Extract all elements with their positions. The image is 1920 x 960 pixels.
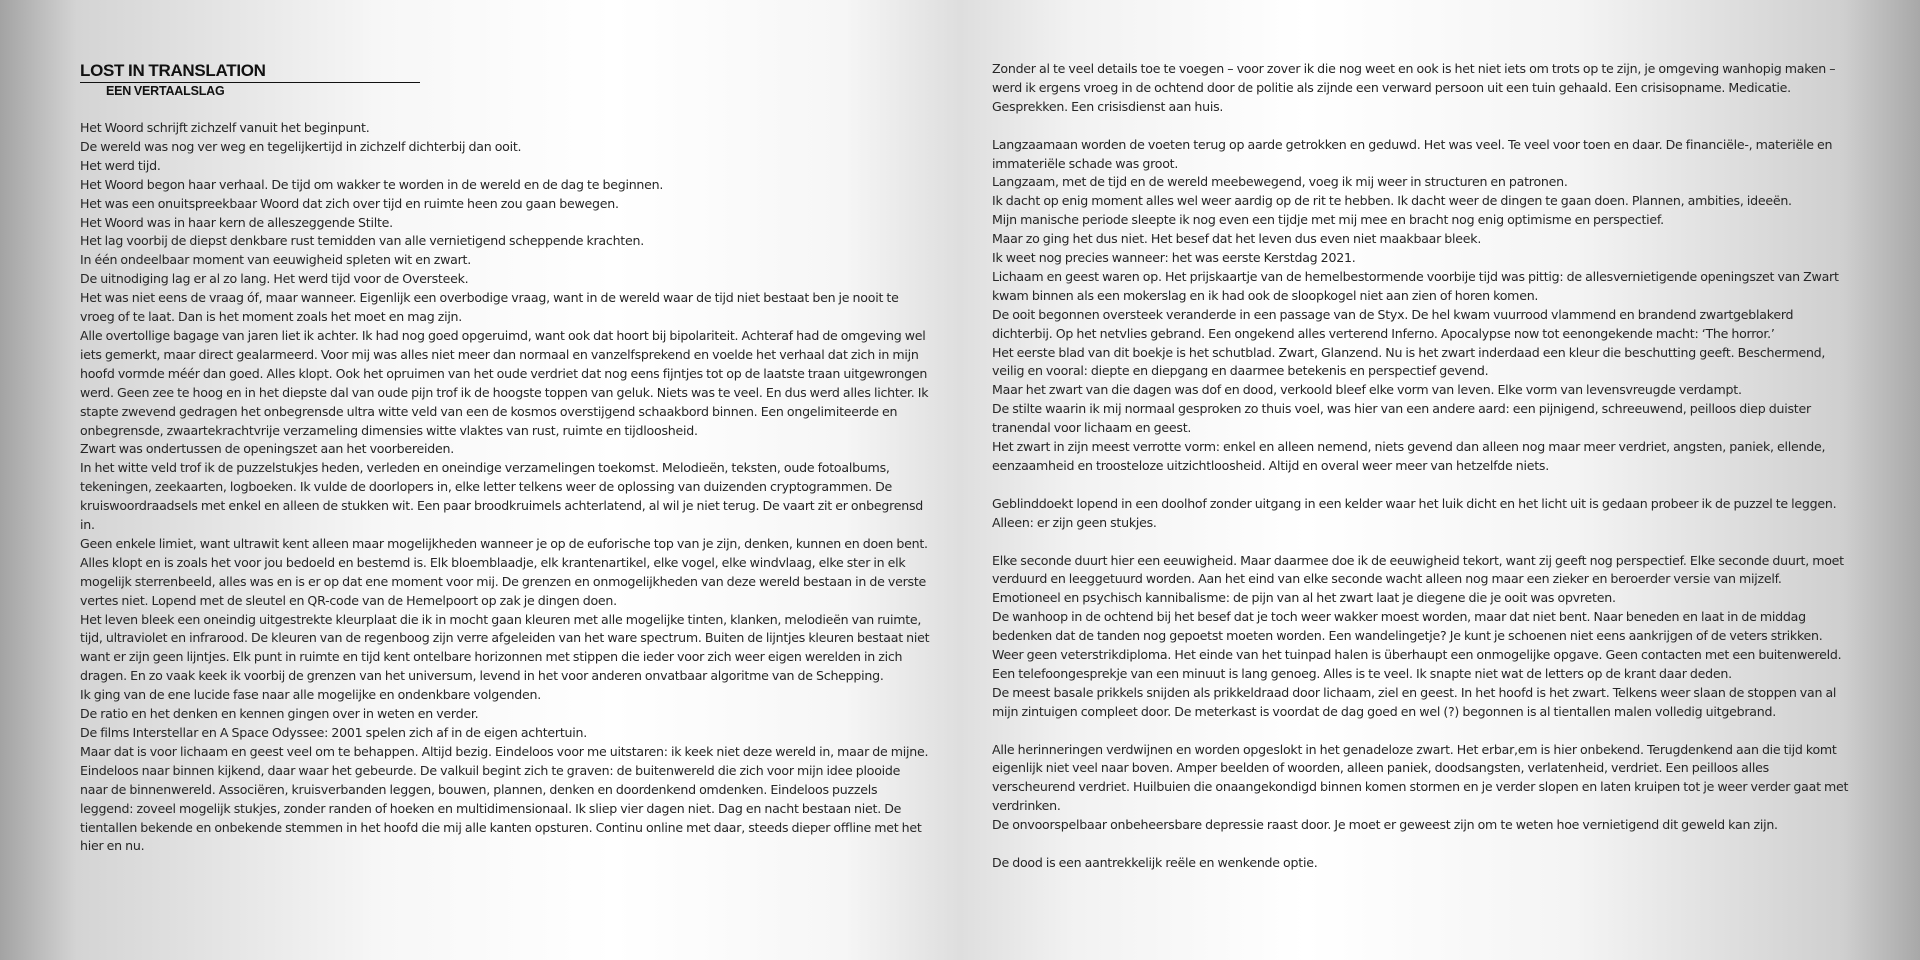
body-paragraph: De uitnodiging lag er al zo lang. Het werd tijd voor de Oversteek.	[80, 271, 469, 287]
left-body-text	[80, 119, 930, 856]
body-paragraph: Het was een onuitspreekbaar Woord dat zich over tijd en ruimte heen zou gaan bewegen.	[80, 195, 619, 211]
body-paragraph: De films Interstellar en A Space Odyssee: 2001 spelen zich af in de eigen achtertuin.	[80, 725, 587, 740]
body-paragraph: De wanhoop in de ochtend bij het besef dat je toch weer wakker moest worden, maar dat niet bent. Naar beneden en laat in de middag bedenken dat de tanden nog gepoetst moeten worden. Een wandelingetje? Je kunt je schoenen niet eens aankrijgen of de veters strikken. Weer geen veterstrikdiploma. Het einde van het tuinpad halen is überhaupt een onmogelijke opgave. Geen contacten met een buitenwereld. Een telefoongesprekje van een minuut is lang genoeg. Alles is te veel. Ik snapte niet wat de letters op de krant daar deden.	[992, 609, 1842, 681]
body-paragraph: Geblinddoekt lopend in een doolhof zonder uitgang in een kelder waar het luik dicht en het licht uit is gedaan probeer ik de puzzel te leggen. Alleen: er zijn geen stukjes.	[992, 495, 1837, 530]
body-paragraph: In het witte veld trof ik de puzzelstukjes heden, verleden en oneindige verzamelingen toekomst. Melodieën, teksten, oude fotoalbums, tekeningen, zeekaarten, logboeken. Ik vulde de doorlopers in, elke letter telkens weer de oplossing van duizenden cryptogrammen. De kruiswoordraadsels met enkel en alleen de stukken wit. Een paar broodkruimels achterlatend, al wil je niet terug. De vaart zit er onbegrensd in.	[80, 460, 924, 533]
body-paragraph: De meest basale prikkels snijden als prikkeldraad door lichaam, ziel en geest. In het hoofd is het zwart. Telkens weer slaan de stoppen van al mijn zintuigen compleet door. De meterkast is voordat de dag goed en wel (?) begonnen is al tientallen malen volledig uitgebrand.	[992, 684, 1837, 719]
page-subtitle: EEN VERTAALSLAG	[106, 84, 225, 98]
body-paragraph: Alle overtollige bagage van jaren liet ik achter. Ik had nog goed opgeruimd, want ook dat hoort bij bipolariteit. Achteraf had de omgeving wel iets gemerkt, maar direct gealarmeerd. Voor mij was alles niet meer dan normaal en vanzelfsprekend en voelde het verhaal dat zich in mijn hoofd vormde méér dan goed. Alles klopt. Ook het opruimen van het oude verdriet dat nog eens fijntjes tot op de laatste traan uitgewrongen werd. Geen zee te hoog en in het diepste dal van oude pijn trof ik de hoogste toppen van geluk. Niets was te veel. En dus werd alles lichter. Ik stapte zwevend gedragen het onbegrensde ultra witte veld van een de kosmos overstijgend schaakbord binnen. Een ongelimiteerde en onbegrensde, zwaartekrachtvrije verzameling dimensies witte vlaktes van rust, ruimte en tijdloosheid.	[80, 327, 929, 438]
body-paragraph: Het Woord schrijft zichzelf vanuit het beginpunt.	[80, 120, 370, 135]
right-body-text	[992, 60, 1852, 873]
right-page	[992, 60, 1852, 873]
body-paragraph: De ooit begonnen oversteek veranderde in een passage van de Styx. De hel kwam vuurrood vlammend en brandend zwartgeblakerd dichterbij. Op het netvlies gebrand. Een ongekend alles verterend Inferno. Apocalypse now tot eenongekende macht: ‘The horror.’	[992, 306, 1794, 341]
body-paragraph: Lichaam en geest waren op. Het prijskaartje van de hemelbestormende voorbije tijd was pittig: de allesvernietigende openingszet van Zwart kwam binnen als een mokerslag en ik had ook de sloopkogel niet aan zien of horen komen.	[992, 268, 1839, 303]
paragraph-gap	[992, 117, 1852, 136]
body-paragraph: De wereld was nog ver weg en tegelijkertijd in zichzelf dichterbij dan ooit.	[80, 138, 522, 154]
body-paragraph: Het werd tijd.	[80, 157, 161, 173]
body-paragraph: Elke seconde duurt hier een eeuwigheid. Maar daarmee doe ik de eeuwigheid tekort, want zij geeft nog perspectief. Elke seconde duurt, moet verduurd en leeggetuurd worden. Aan het eind van elke seconde wacht alleen nog maar een zieker en beroerder versie van mijzelf. Emotioneel en psychisch kannibalisme: de pijn van al het zwart laat je diegene die je ooit was opvreten.	[992, 552, 1844, 606]
body-paragraph: Maar het zwart van die dagen was dof en dood, verkoold bleef elke vorm van leven. Elke vorm van levensvreugde verdampt.	[992, 382, 1742, 398]
body-paragraph: Maar dat is voor lichaam en geest veel om te behappen. Altijd bezig. Eindeloos voor me uitstaren: ik keek niet deze wereld in, maar de mijne. Eindeloos naar binnen kijkend, daar waar het gebeurde. De valkuil begint zich te graven: de buitenwereld die zich voor mijn idee plooide naar de binnenwereld. Associëren, kruisverbanden leggen, bouwen, plannen, denken en doordenkend omdenken. Eindeloos puzzels leggend: zoveel mogelijk stukjes, zonder randen of hoeken en multidimensionaal. Ik sliep vier dagen niet. Dag en nacht bestaan niet. De tientallen bekende en onbekende stemmen in het hoofd die mij alle kanten opsturen. Continu online met daar, steeds dieper offline met het hier en nu.	[80, 743, 929, 854]
body-paragraph: Ik ging van de ene lucide fase naar alle mogelijke en ondenkbare volgenden.	[80, 687, 542, 703]
paragraph-gap	[992, 533, 1852, 552]
left-page	[80, 60, 930, 856]
body-paragraph: Het Woord was in haar kern de alleszeggende Stilte.	[80, 214, 393, 230]
body-paragraph: Het Woord begon haar verhaal. De tijd om wakker te worden in de wereld en de dag te beginnen.	[80, 176, 664, 192]
body-paragraph: De onvoorspelbaar onbeheersbare depressie raast door. Je moet er geweest zijn om te weten hoe vernietigend dit geweld kan zijn.	[992, 817, 1778, 833]
body-paragraph: Maar zo ging het dus niet. Het besef dat het leven dus even niet maakbaar bleek.	[992, 231, 1482, 247]
body-paragraph: Zwart was ondertussen de openingszet aan het voorbereiden.	[80, 441, 454, 457]
body-paragraph: Ik dacht op enig moment alles wel weer aardig op de rit te hebben. Ik dacht weer de dingen te gaan doen. Plannen, ambities, ideeën.	[992, 193, 1792, 209]
body-paragraph: Het lag voorbij de diepst denkbare rust temidden van alle vernietigend scheppende krachten.	[80, 233, 644, 249]
body-paragraph: Mijn manische periode sleepte ik nog even een tijdje met mij mee en bracht nog enig optimisme en perspectief.	[992, 212, 1664, 228]
paragraph-gap	[992, 476, 1852, 495]
body-paragraph: Het zwart in zijn meest verrotte vorm: enkel en alleen nemend, niets gevend dan alleen nog maar meer verdriet, angsten, paniek, ellende, eenzaamheid en troosteloze uitzichtloosheid. Altijd en overal weer meer van hetzelfde niets.	[992, 439, 1826, 474]
body-paragraph: Ik weet nog precies wanneer: het was eerste Kerstdag 2021.	[992, 250, 1356, 266]
paragraph-gap	[992, 835, 1852, 854]
body-paragraph: De dood is een aantrekkelijk reële en wenkende optie.	[992, 854, 1318, 870]
body-paragraph: Geen enkele limiet, want ultrawit kent alleen maar mogelijkheden wanneer je op de euforische top van je zijn, denken, kunnen en doen bent. Alles klopt en is zoals het voor jou bedoeld en bestemd is. Elk bloemblaadje, elk krantenartikel, elke vogel, elke windvlaag, elke ster in elk mogelijk sterrenbeeld, alles was en is er op dat ene moment voor mij. De grenzen en onmogelijkheden van deze wereld bestaan in de verste vertes niet. Lopend met de sleutel en QR-code van de Hemelpoort op zak je dingen doen.	[80, 535, 928, 608]
body-paragraph: Het was niet eens de vraag óf, maar wanneer. Eigenlijk een overbodige vraag, want in de wereld waar de tijd niet bestaat ben je nooit te vroeg of te laat. Dan is het moment zoals het moet en mag zijn.	[80, 290, 899, 325]
body-paragraph: Langzaamaan worden de voeten terug op aarde getrokken en geduwd. Het was veel. Te veel voor toen en daar. De financiële-, materiële en immateriële schade was groot.	[992, 136, 1833, 171]
body-paragraph: Het eerste blad van dit boekje is het schutblad. Zwart, Glanzend. Nu is het zwart inderdaad een kleur die beschutting geeft. Beschermend, veilig en vooral: diepte en diepgang en daarmee betekenis en perspectief gevend.	[992, 344, 1826, 379]
body-paragraph: Langzaam, met de tijd en de wereld meebewegend, voeg ik mij weer in structuren en patronen.	[992, 174, 1568, 190]
body-paragraph: Het leven bleek een oneindig uitgestrekte kleurplaat die ik in mocht gaan kleuren met alle mogelijke tinten, klanken, melodieën van ruimte, tijd, ultraviolet en infrarood. De kleuren van de regenboog zijn verre afgeleiden van het ware spectrum. Buiten de lijntjes kleuren bestaat niet want er zijn geen lijntjes. Elk punt in ruimte en tijd kent ontelbare horizonnen met stippen die ieder voor zich weer eigen werelden in zich dragen. En zo vaak keek ik voorbij de grenzen van het universum, levend in het voor anderen onvatbaar algoritme van de Schepping.	[80, 611, 930, 684]
title-block	[80, 60, 930, 99]
paragraph-gap	[992, 722, 1852, 741]
body-paragraph: De stilte waarin ik mij normaal gesproken zo thuis voel, was hier van een andere aard: een pijnigend, schreeuwend, peilloos diep duister tranendal voor lichaam en geest.	[992, 401, 1811, 436]
page-title: LOST IN TRANSLATION	[80, 60, 420, 83]
body-paragraph: Zonder al te veel details toe te voegen – voor zover ik die nog weet en ook is het niet iets om trots op te zijn, je omgeving wanhopig maken – werd ik ergens vroeg in de ochtend door de politie als zijnde een verward persoon uit een tuin gehaald. Een crisisopname. Medicatie. Gesprekken. Een crisisdienst aan huis.	[992, 61, 1836, 114]
body-paragraph: Alle herinneringen verdwijnen en worden opgeslokt in het genadeloze zwart. Het erbar,em is hier onbekend. Terugdenkend aan die tijd komt eigenlijk niet veel naar boven. Amper beelden of woorden, alleen paniek, doodsangsten, verlatenheid, verdriet. Een peilloos alles verscheurend verdriet. Huilbuien die onaangekondigd binnen komen stormen en je verder slopen en laten kruipen tot je weer verder gaat met verdrinken.	[992, 741, 1849, 814]
body-paragraph: De ratio en het denken en kennen gingen over in weten en verder.	[80, 706, 479, 722]
body-paragraph: In één ondeelbaar moment van eeuwigheid spleten wit en zwart.	[80, 252, 471, 268]
